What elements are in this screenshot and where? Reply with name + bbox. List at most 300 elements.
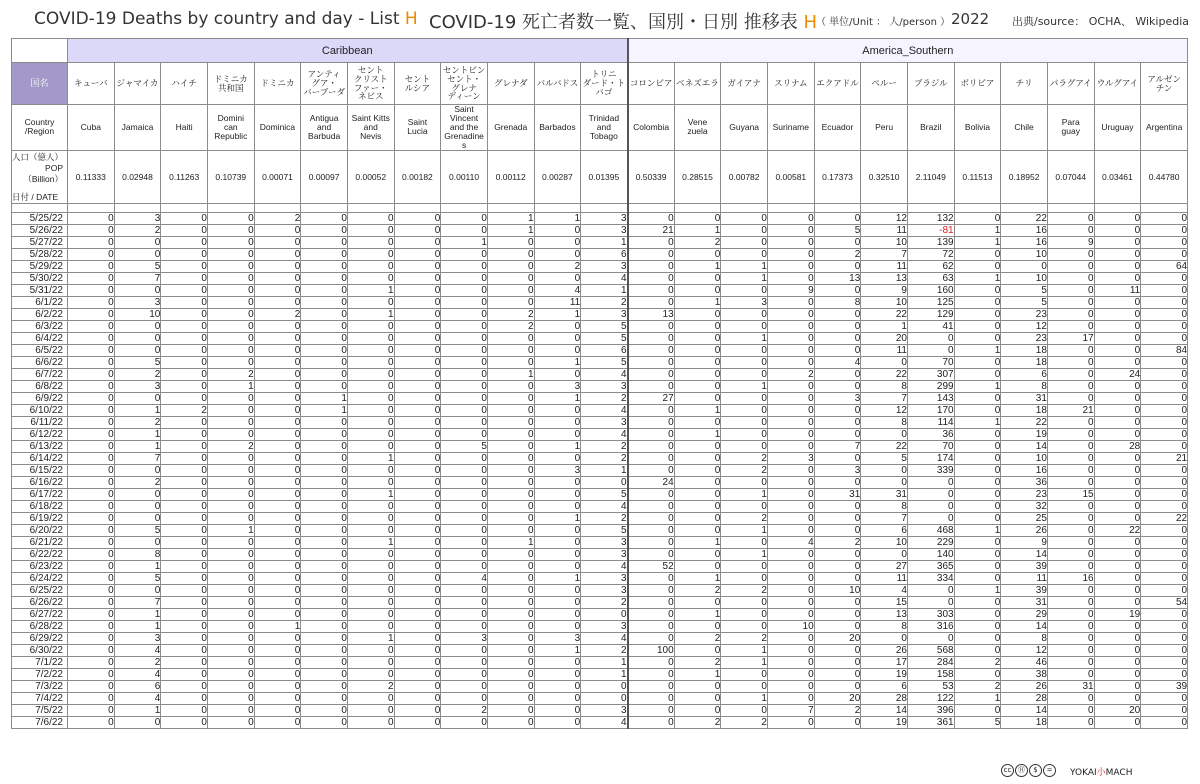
death-count-cell: 0 [628, 368, 675, 380]
death-count-cell: 0 [254, 596, 301, 608]
table-row [12, 440, 1188, 452]
date-cell: 6/24/22 [12, 572, 68, 584]
table-row [12, 368, 1188, 380]
death-count-cell: 6 [1001, 368, 1048, 380]
death-count-cell: 2 [814, 536, 861, 548]
death-count-cell: 0 [721, 536, 768, 548]
country-name-en: Saint Vincent and the Grenadine s [441, 105, 488, 151]
death-count-cell: 0 [394, 548, 441, 560]
death-count-cell: 1 [674, 404, 721, 416]
table-row [12, 344, 1188, 356]
title-english-text: COVID-19 Deaths by country and day - List [34, 9, 405, 29]
death-count-cell: 0 [1094, 236, 1141, 248]
death-count-cell: 0 [1094, 212, 1141, 224]
table-row [12, 656, 1188, 668]
table-row [12, 704, 1188, 716]
death-count-cell: 28 [1094, 440, 1141, 452]
death-count-cell: 0 [114, 464, 161, 476]
death-count-cell: 0 [347, 440, 394, 452]
death-count-cell: 0 [347, 656, 394, 668]
date-cell: 5/27/22 [12, 236, 68, 248]
death-count-cell: 0 [207, 584, 254, 596]
death-count-cell: 0 [674, 284, 721, 296]
death-count-cell: 0 [1141, 368, 1188, 380]
death-count-cell: 31 [1001, 596, 1048, 608]
death-count-cell: 2 [954, 656, 1001, 668]
death-count-cell: 0 [814, 368, 861, 380]
table-row [12, 560, 1188, 572]
death-count-cell: 16 [1001, 236, 1048, 248]
death-count-cell: 0 [954, 668, 1001, 680]
death-count-cell: 1 [954, 380, 1001, 392]
death-count-cell: 0 [161, 272, 208, 284]
death-count-cell: 0 [441, 356, 488, 368]
death-count-cell: 0 [814, 236, 861, 248]
death-count-cell: 7 [814, 440, 861, 452]
death-count-cell: 9 [767, 284, 814, 296]
country-name-jp-label: 国名 [12, 63, 68, 105]
population-cell: 0.17373 [814, 150, 861, 203]
death-count-cell: 22 [861, 368, 908, 380]
death-count-cell: 0 [301, 452, 348, 464]
country-region-label: Country /Region [12, 105, 68, 151]
death-count-cell: 2 [581, 512, 628, 524]
death-count-cell: 0 [1094, 308, 1141, 320]
country-name-jp: ボリビア [954, 63, 1001, 105]
death-count-cell: 3 [114, 632, 161, 644]
death-count-cell: 6 [861, 524, 908, 536]
death-count-cell: 0 [628, 344, 675, 356]
death-count-cell: 0 [1094, 632, 1141, 644]
death-count-cell: 15 [861, 596, 908, 608]
death-count-cell: 1 [534, 308, 581, 320]
death-count-cell: 0 [628, 692, 675, 704]
death-count-cell: 303 [907, 608, 954, 620]
death-count-cell: 0 [954, 488, 1001, 500]
death-count-cell: 0 [721, 608, 768, 620]
death-count-cell: 0 [721, 248, 768, 260]
death-count-cell: 0 [254, 416, 301, 428]
death-count-cell: 0 [1094, 560, 1141, 572]
spacer-cell [347, 203, 394, 212]
spacer-cell [1001, 203, 1048, 212]
death-count-cell: 0 [254, 356, 301, 368]
death-count-cell: 2 [954, 680, 1001, 692]
death-count-cell: 38 [1001, 668, 1048, 680]
death-count-cell: 0 [161, 464, 208, 476]
death-count-cell: 129 [907, 308, 954, 320]
death-count-cell: 0 [441, 452, 488, 464]
country-name-jp: ベネズエラ [674, 63, 721, 105]
death-count-cell: 0 [207, 680, 254, 692]
death-count-cell: 0 [347, 584, 394, 596]
death-count-cell: 0 [441, 488, 488, 500]
date-cell: 7/2/22 [12, 668, 68, 680]
death-count-cell: 0 [254, 236, 301, 248]
death-count-cell: 0 [301, 224, 348, 236]
death-count-cell: 0 [394, 344, 441, 356]
death-count-cell: 0 [207, 476, 254, 488]
death-count-cell: 0 [394, 488, 441, 500]
date-cell: 6/5/22 [12, 344, 68, 356]
death-count-cell: 334 [907, 572, 954, 584]
death-count-cell: 0 [161, 380, 208, 392]
death-count-cell: 0 [767, 236, 814, 248]
date-cell: 5/29/22 [12, 260, 68, 272]
death-count-cell: 0 [487, 476, 534, 488]
death-count-cell: 3 [581, 224, 628, 236]
death-count-cell: 0 [1141, 548, 1188, 560]
death-count-cell: 0 [394, 620, 441, 632]
death-count-cell: 0 [1141, 212, 1188, 224]
death-count-cell: 11 [1094, 284, 1141, 296]
death-count-cell: 53 [907, 680, 954, 692]
title-english [34, 9, 418, 29]
table-row [12, 680, 1188, 692]
population-row [12, 150, 1188, 203]
death-count-cell: 10 [861, 536, 908, 548]
table-row [12, 212, 1188, 224]
death-count-cell: 0 [487, 488, 534, 500]
death-count-cell: 14 [1001, 704, 1048, 716]
death-count-cell: 23 [1001, 332, 1048, 344]
death-count-cell: 0 [161, 644, 208, 656]
country-name-jp: ペルー [861, 63, 908, 105]
death-count-cell: 0 [721, 368, 768, 380]
death-count-cell: 0 [534, 596, 581, 608]
death-count-cell: 24 [628, 476, 675, 488]
death-count-cell: 0 [954, 260, 1001, 272]
death-count-cell: 0 [1094, 488, 1141, 500]
death-count-cell: 19 [1094, 608, 1141, 620]
population-cell: 0.00581 [767, 150, 814, 203]
death-count-cell: 1 [721, 524, 768, 536]
death-count-cell: 14 [1001, 620, 1048, 632]
death-count-cell: 0 [347, 212, 394, 224]
death-count-cell: 18 [1001, 404, 1048, 416]
death-count-cell: 4 [581, 428, 628, 440]
date-cell: 6/21/22 [12, 536, 68, 548]
death-count-cell: 0 [207, 296, 254, 308]
death-count-cell: 0 [628, 440, 675, 452]
death-count-cell: 0 [114, 512, 161, 524]
death-count-cell: 4 [441, 572, 488, 584]
country-name-jp: ブラジル [907, 63, 954, 105]
date-cell: 6/20/22 [12, 524, 68, 536]
death-count-cell: 0 [628, 704, 675, 716]
death-count-cell: 4 [861, 584, 908, 596]
death-count-cell: 0 [954, 296, 1001, 308]
death-count-cell: 0 [1141, 632, 1188, 644]
death-count-cell: 0 [487, 692, 534, 704]
death-count-cell: 0 [161, 308, 208, 320]
death-count-cell: 12 [861, 212, 908, 224]
death-count-cell: 0 [68, 560, 115, 572]
death-count-cell: 0 [487, 428, 534, 440]
death-count-cell: 0 [68, 452, 115, 464]
death-count-cell: 3 [814, 392, 861, 404]
death-count-cell: 0 [1094, 668, 1141, 680]
date-cell: 6/6/22 [12, 356, 68, 368]
death-count-cell: 0 [767, 212, 814, 224]
date-cell: 6/3/22 [12, 320, 68, 332]
death-count-cell: 1 [114, 440, 161, 452]
spacer-cell [674, 203, 721, 212]
death-count-cell: 0 [441, 380, 488, 392]
death-count-cell: 0 [68, 272, 115, 284]
death-count-cell: 0 [628, 500, 675, 512]
country-name-jp: トリニ ダード・ト バゴ [581, 63, 628, 105]
death-count-cell: 0 [68, 380, 115, 392]
death-count-cell: 7 [861, 512, 908, 524]
death-count-cell: 0 [301, 416, 348, 428]
death-count-cell: 0 [628, 248, 675, 260]
death-count-cell: 13 [814, 272, 861, 284]
death-count-cell: 0 [254, 716, 301, 728]
death-count-cell: 0 [628, 272, 675, 284]
death-count-cell: 7 [767, 704, 814, 716]
death-count-cell: 19 [1001, 428, 1048, 440]
death-count-cell: 3 [534, 464, 581, 476]
death-count-cell: 0 [767, 344, 814, 356]
death-count-cell: 2 [581, 392, 628, 404]
death-count-cell: 5 [861, 452, 908, 464]
death-count-cell: 1 [721, 548, 768, 560]
death-count-cell: 0 [1094, 596, 1141, 608]
death-count-cell: 0 [674, 392, 721, 404]
death-count-cell: 0 [814, 608, 861, 620]
death-count-cell: 0 [767, 608, 814, 620]
death-count-cell: 0 [721, 428, 768, 440]
death-count-cell: 5 [1001, 284, 1048, 296]
date-cell: 6/27/22 [12, 608, 68, 620]
death-count-cell: 0 [1141, 620, 1188, 632]
death-count-cell: 0 [1047, 716, 1094, 728]
death-count-cell: 31 [1001, 392, 1048, 404]
death-count-cell: 0 [1141, 500, 1188, 512]
death-count-cell: 0 [207, 404, 254, 416]
death-count-cell: 0 [534, 416, 581, 428]
death-count-cell: 0 [301, 332, 348, 344]
death-count-cell: 39 [1001, 560, 1048, 572]
date-cell: 5/26/22 [12, 224, 68, 236]
death-count-cell: 0 [767, 224, 814, 236]
death-count-cell: 396 [907, 704, 954, 716]
death-count-cell: 4 [581, 368, 628, 380]
death-count-cell: 0 [161, 560, 208, 572]
death-count-cell: 0 [628, 548, 675, 560]
country-name-en: Bolivia [954, 105, 1001, 151]
death-count-cell: 8 [814, 296, 861, 308]
death-count-cell: 0 [954, 332, 1001, 344]
death-count-cell: 0 [441, 272, 488, 284]
date-cell: 6/19/22 [12, 512, 68, 524]
brand-logo [1070, 765, 1133, 778]
death-count-cell: 0 [674, 212, 721, 224]
death-count-cell: 3 [441, 632, 488, 644]
death-count-cell: 16 [1001, 224, 1048, 236]
death-count-cell: 1 [674, 296, 721, 308]
death-count-cell: 0 [68, 428, 115, 440]
brand-right: MACH [1105, 768, 1133, 778]
death-count-cell: 0 [534, 500, 581, 512]
death-count-cell: 1 [534, 440, 581, 452]
death-count-cell: 0 [721, 416, 768, 428]
death-count-cell: 0 [487, 356, 534, 368]
death-count-cell: 4 [581, 404, 628, 416]
death-count-cell: 0 [301, 632, 348, 644]
death-count-cell: 0 [1141, 476, 1188, 488]
country-name-jp: ウルグアイ [1094, 63, 1141, 105]
spacer-cell [628, 203, 675, 212]
table-row [12, 548, 1188, 560]
death-count-cell: 70 [907, 356, 954, 368]
death-count-cell: 0 [487, 272, 534, 284]
death-count-cell: 0 [674, 308, 721, 320]
death-count-cell: 5 [581, 332, 628, 344]
death-count-cell: 0 [1047, 368, 1094, 380]
death-count-cell: 0 [814, 308, 861, 320]
brand-left: YOKAI [1070, 768, 1097, 778]
death-count-cell: 0 [954, 368, 1001, 380]
death-count-cell: 0 [628, 668, 675, 680]
death-count-cell: 0 [814, 620, 861, 632]
death-count-cell: 0 [814, 428, 861, 440]
table-row [12, 320, 1188, 332]
death-count-cell: 1 [534, 356, 581, 368]
death-count-cell: 1 [721, 488, 768, 500]
death-count-cell: 170 [907, 404, 954, 416]
death-count-cell: 0 [767, 512, 814, 524]
death-count-cell: 0 [1141, 488, 1188, 500]
death-count-cell: 0 [114, 344, 161, 356]
death-count-cell: 1 [581, 656, 628, 668]
death-count-cell: 0 [674, 680, 721, 692]
death-count-cell: 0 [1141, 428, 1188, 440]
death-count-cell: 2 [161, 404, 208, 416]
death-count-cell: 0 [1047, 440, 1094, 452]
population-cell: 0.32510 [861, 150, 908, 203]
death-count-cell: 0 [674, 380, 721, 392]
death-count-cell: 0 [161, 680, 208, 692]
death-count-cell: 0 [767, 380, 814, 392]
death-count-cell: 0 [207, 464, 254, 476]
death-count-cell: 158 [907, 668, 954, 680]
death-count-cell: 0 [301, 704, 348, 716]
death-count-cell: 0 [161, 524, 208, 536]
death-count-cell: 0 [68, 404, 115, 416]
death-count-cell: 0 [814, 404, 861, 416]
death-count-cell: 1 [534, 392, 581, 404]
death-count-cell: 1 [674, 536, 721, 548]
table-row [12, 536, 1188, 548]
death-count-cell: 0 [1047, 296, 1094, 308]
death-count-cell: 0 [207, 320, 254, 332]
spacer-cell [301, 203, 348, 212]
death-count-cell: 0 [301, 668, 348, 680]
death-count-cell: 0 [254, 476, 301, 488]
death-count-cell: 1 [674, 608, 721, 620]
title-japanese-letter: H [803, 12, 818, 33]
death-count-cell: 1 [347, 308, 394, 320]
spacer-cell [581, 203, 628, 212]
death-count-cell: 0 [207, 692, 254, 704]
death-count-cell: 0 [347, 320, 394, 332]
death-count-cell: 0 [721, 392, 768, 404]
country-name-en: Vene zuela [674, 105, 721, 151]
death-count-cell: 0 [207, 704, 254, 716]
death-count-cell: 0 [1141, 248, 1188, 260]
spacer-cell [721, 203, 768, 212]
death-count-cell: 1 [487, 212, 534, 224]
death-count-cell: 31 [861, 488, 908, 500]
death-count-cell: 1 [721, 332, 768, 344]
death-count-cell: 0 [394, 320, 441, 332]
death-count-cell: 0 [767, 416, 814, 428]
death-count-cell: 0 [394, 512, 441, 524]
death-count-cell: 0 [161, 224, 208, 236]
death-count-cell: 0 [254, 680, 301, 692]
death-count-cell: 0 [487, 344, 534, 356]
table-row [12, 584, 1188, 596]
death-count-cell: 0 [1141, 380, 1188, 392]
japanese-name-row [12, 63, 1188, 105]
table-row [12, 332, 1188, 344]
death-count-cell: 0 [1094, 260, 1141, 272]
death-count-cell: 0 [721, 560, 768, 572]
death-count-cell: 3 [721, 296, 768, 308]
death-count-cell: 54 [1141, 596, 1188, 608]
death-count-cell: 143 [907, 392, 954, 404]
death-count-cell: 8 [1001, 380, 1048, 392]
death-count-cell: 0 [814, 452, 861, 464]
death-count-cell: 0 [1094, 572, 1141, 584]
death-count-cell: 0 [1094, 404, 1141, 416]
death-count-cell: 0 [68, 620, 115, 632]
death-count-cell: 0 [721, 284, 768, 296]
death-count-cell: 0 [1141, 572, 1188, 584]
death-count-cell: 0 [394, 236, 441, 248]
death-count-cell: 2 [114, 368, 161, 380]
death-count-cell: 0 [394, 500, 441, 512]
death-count-cell: 0 [534, 692, 581, 704]
death-count-cell: 0 [861, 464, 908, 476]
death-count-cell: 0 [347, 260, 394, 272]
death-count-cell: 36 [1001, 476, 1048, 488]
death-count-cell: 0 [207, 668, 254, 680]
death-count-cell: 0 [68, 500, 115, 512]
death-count-cell: 18 [1001, 716, 1048, 728]
death-count-cell: 1 [674, 260, 721, 272]
death-count-cell: 0 [161, 260, 208, 272]
death-count-cell: 1 [114, 608, 161, 620]
death-count-cell: 0 [814, 344, 861, 356]
death-count-cell: 1 [721, 272, 768, 284]
death-count-cell: 0 [814, 716, 861, 728]
death-count-cell: 0 [487, 620, 534, 632]
spacer-cell [767, 203, 814, 212]
country-name-jp: アンティ グア・ バーブーダ [301, 63, 348, 105]
death-count-cell: 1 [487, 368, 534, 380]
death-count-cell: 2 [254, 212, 301, 224]
death-count-cell: 22 [861, 440, 908, 452]
death-count-cell: 0 [487, 680, 534, 692]
death-count-cell: 0 [441, 476, 488, 488]
death-count-cell: 0 [487, 452, 534, 464]
death-count-cell: 16 [1001, 464, 1048, 476]
death-count-cell: 0 [814, 668, 861, 680]
death-count-cell: 0 [1047, 548, 1094, 560]
